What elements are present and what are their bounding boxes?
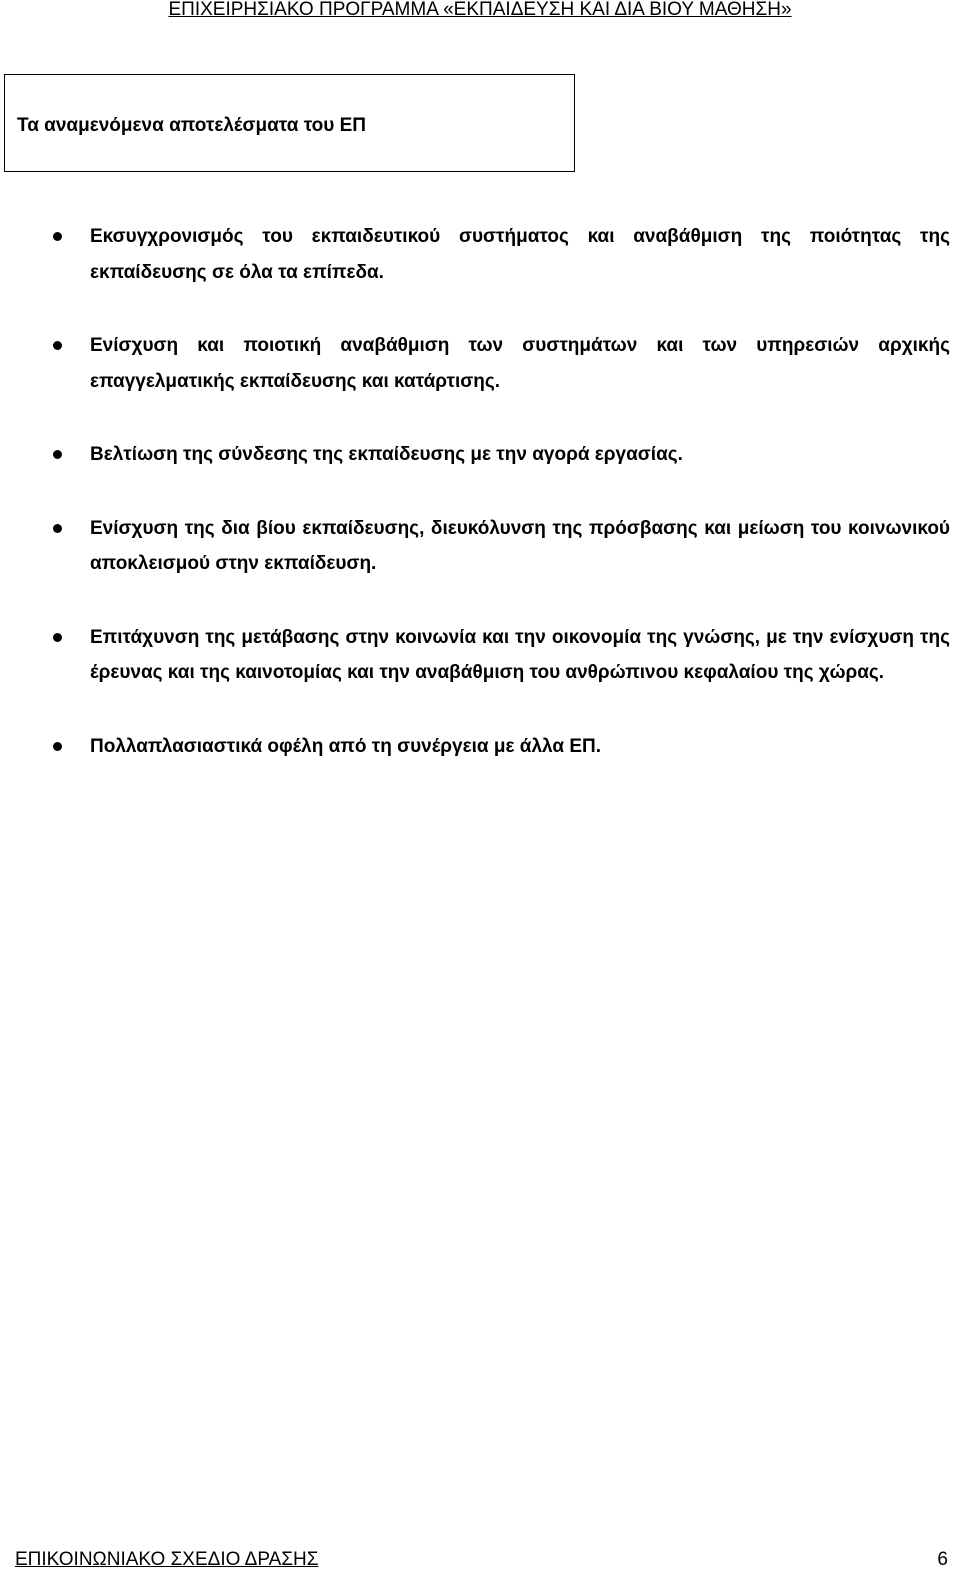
footer-title: ΕΠΙΚΟΙΝΩΝΙΑΚΟ ΣΧΕΔΙΟ ΔΡΑΣΗΣ	[15, 1549, 319, 1570]
section-title-box	[4, 74, 575, 172]
list-item	[0, 620, 950, 691]
list-item	[0, 511, 950, 582]
bullet-icon	[53, 524, 62, 533]
page-number: 6	[937, 1549, 948, 1570]
bullet-icon	[53, 341, 62, 350]
list-item	[0, 219, 950, 290]
results-bullet-list	[0, 219, 960, 802]
list-item-text: Επιτάχυνση της μετάβασης στην κοινωνία και την οικονομία της γνώσης, με την ενίσχυση της έρευνας και της καινοτομίας και την αναβάθμιση του ανθρώπινου κεφαλαίου της χώρας.	[90, 626, 950, 683]
page-header: ΕΠΙΧΕΙΡΗΣΙΑΚΟ ΠΡΟΓΡΑΜΜΑ «ΕΚΠΑΙΔΕΥΣΗ ΚΑΙ ΔΙΑ ΒΙΟΥ ΜΑΘΗΣΗ»	[168, 0, 792, 20]
list-item-text: Πολλαπλασιαστικά οφέλη από τη συνέργεια με άλλα ΕΠ.	[90, 735, 602, 757]
bullet-icon	[53, 450, 62, 459]
list-item-text: Ενίσχυση και ποιοτική αναβάθμιση των συστημάτων και των υπηρεσιών αρχικής επαγγελματικής εκπαίδευσης και κατάρτισης.	[90, 335, 950, 392]
list-item	[0, 437, 950, 473]
list-item	[0, 328, 950, 399]
list-item	[0, 729, 950, 765]
list-item-text: Εκσυγχρονισμός του εκπαιδευτικού συστήματος και αναβάθμιση της ποιότητας της εκπαίδευσης σε όλα τα επίπεδα.	[90, 226, 950, 283]
bullet-icon	[53, 232, 62, 241]
list-item-text: Βελτίωση της σύνδεσης της εκπαίδευσης με την αγορά εργασίας.	[90, 444, 683, 465]
bullet-icon	[53, 633, 62, 642]
section-title: Τα αναμενόμενα αποτελέσματα του ΕΠ	[17, 115, 366, 136]
page-footer	[15, 1548, 948, 1572]
bullet-icon	[53, 742, 62, 751]
list-item-text: Ενίσχυση της δια βίου εκπαίδευσης, διευκόλυνση της πρόσβασης και μείωση του κοινωνικού αποκλεισμού στην εκπαίδευση.	[90, 517, 950, 574]
